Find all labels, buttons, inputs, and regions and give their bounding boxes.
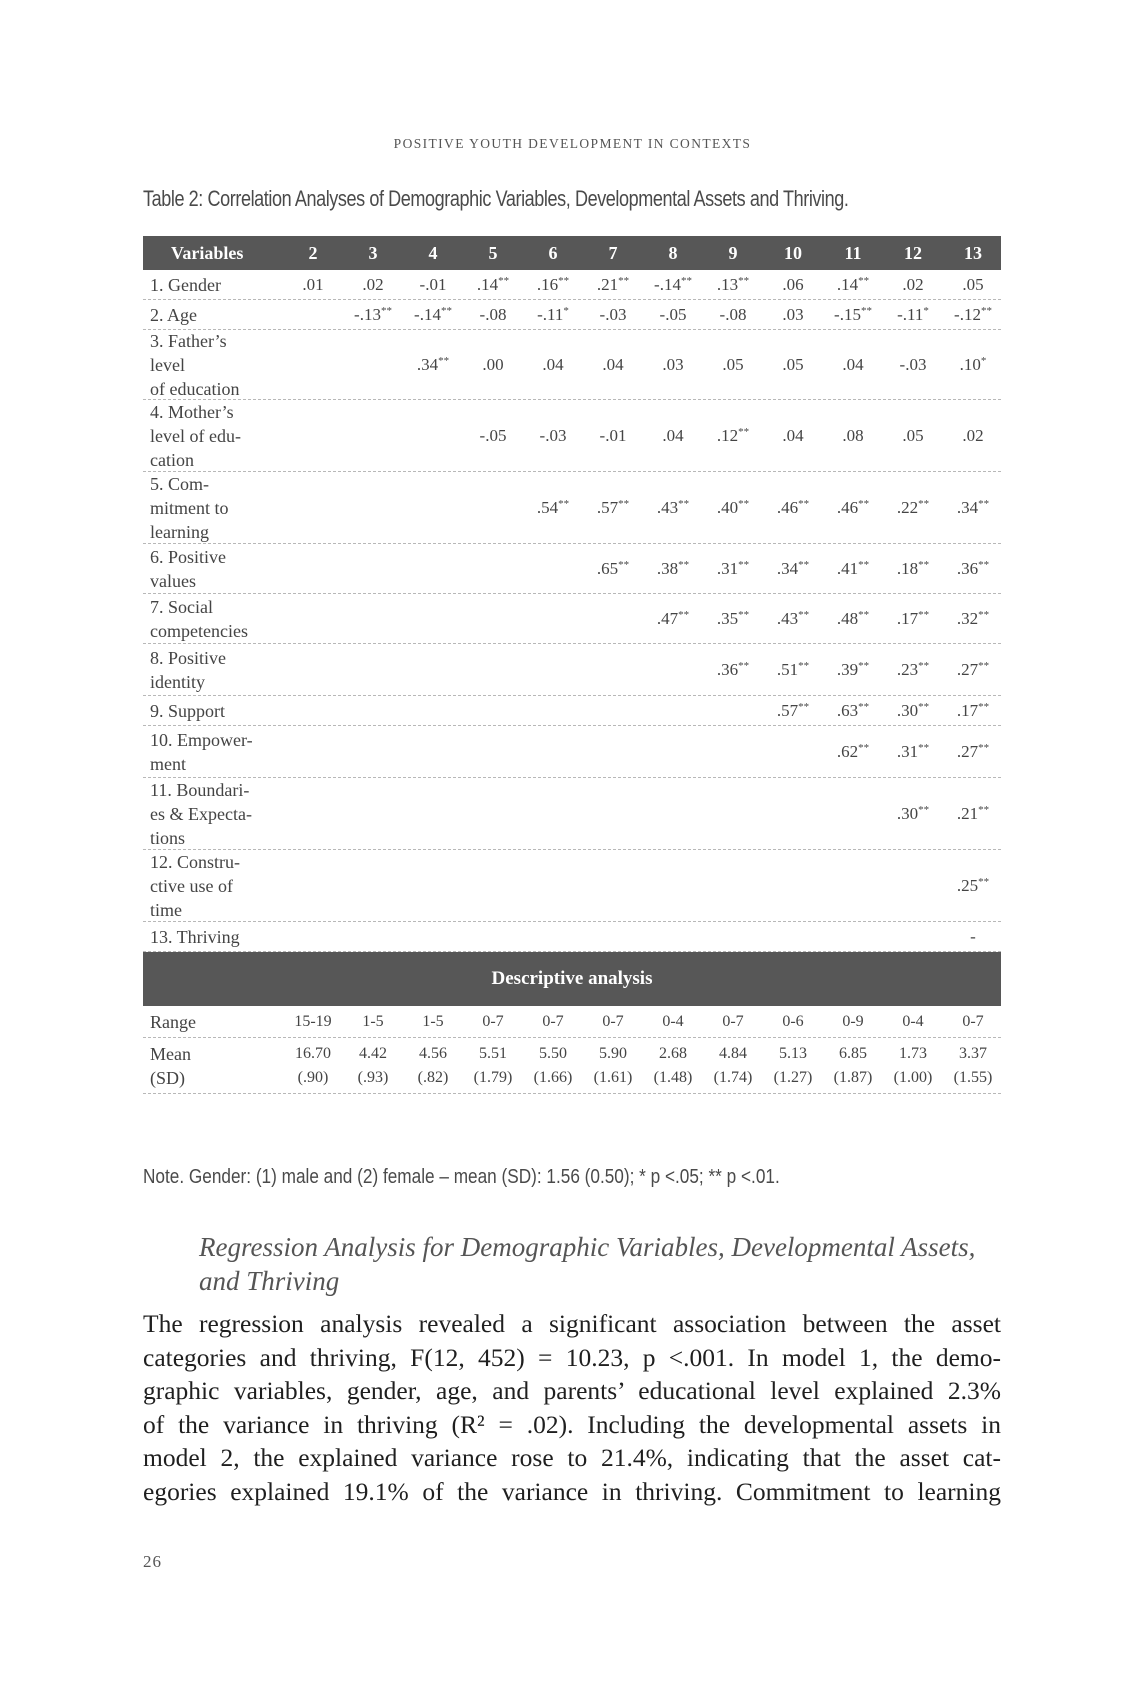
table-cell: -.05 [659,304,687,324]
table-cell: .62** [836,741,870,761]
table-cell: .34** [416,354,450,374]
table-cell: .27** [956,659,990,679]
body-line: The regression analysis revealed a significant association between the asset [143,1309,1001,1338]
table-cell: .31** [716,558,750,578]
body-line: categories and thriving, F(12, 452) = 10.23, p <.001. In model 1, the demo- [143,1342,1001,1372]
table-cell: .36** [716,659,750,679]
row-label: 10. Empower- ment [150,729,253,774]
table-cell: .39** [836,659,870,679]
table-row [143,726,1001,778]
header-col-4: 4 [428,242,438,263]
table-cell: .00 [482,354,504,374]
mean-sd-cell: 5.90 (1.61) [593,1044,633,1086]
table-cell: -.03 [599,304,627,324]
row-label: Range [150,1011,196,1032]
table-cell: -.15** [834,304,872,324]
table-cell: .06 [782,274,804,294]
table-cell: -.08 [479,304,507,324]
table-cell: .21** [596,274,630,294]
mean-sd-cell: 4.56 (.82) [417,1044,449,1086]
table-cell: .22** [896,497,930,517]
header-col-8: 8 [668,242,678,263]
table-cell: .51** [776,659,810,679]
table-cell: .25** [956,875,990,895]
table-cell: - [970,926,976,946]
mean-sd-cell: 2.68 (1.48) [653,1044,693,1086]
row-label: 11. Boundari- es & Expecta- tions [150,779,252,848]
table-cell: .14** [476,274,510,294]
section-heading: Regression Analysis for Demographic Variables, Developmental Assets, and Thriving [199,1232,976,1296]
table-cell: .04 [782,425,804,445]
mean-sd-cell: 4.42 (.93) [357,1044,389,1086]
table-cell: -.03 [899,354,927,374]
table-cell: .40** [716,497,750,517]
range-cell: 0-6 [782,1012,804,1030]
table-cell: .04 [842,354,864,374]
table-cell: .04 [662,425,684,445]
table-cell: -.01 [419,274,447,294]
row-label: 6. Positive values [150,546,227,591]
table-cell: .46** [776,497,810,517]
table-row [143,696,1001,726]
mean-sd-cell: 6.85 (1.87) [833,1044,873,1086]
table-cell: .34** [956,497,990,517]
row-label: 7. Social competencies [150,596,248,641]
table-cell: .04 [602,354,624,374]
correlation-table [143,236,1001,1094]
descriptive-body [143,1006,1001,1094]
range-row [143,1006,1001,1038]
descriptive-analysis-banner: Descriptive analysis [143,952,1001,1006]
table-note: Note. Gender: (1) male and (2) female – mean (SD): 1.56 (0.50); * p <.05; ** p <.01. [143,1166,780,1188]
table-cell: -.01 [599,425,627,445]
body-line: of the variance in thriving (R² = .02). Including the developmental assets in [143,1409,1001,1439]
mean-sd-cell: 5.50 (1.66) [533,1044,573,1086]
row-label: 1. Gender [150,274,221,295]
range-cell: 0-7 [722,1012,744,1030]
table-row [143,544,1001,594]
row-label: 2. Age [150,304,197,325]
body-paragraph [143,1307,1001,1509]
table-cell: .63** [836,700,870,720]
table-cell: .57** [596,497,630,517]
table-row [143,330,1001,400]
table-cell: -.11* [537,304,569,324]
header-col-6: 6 [548,242,558,263]
header-col-7: 7 [608,242,618,263]
body-line: model 2, the explained variance rose to 21.4%, indicating that the asset cat- [143,1443,1001,1473]
row-label: 4. Mother’s level of edu- cation [150,401,241,470]
table-cell: .05 [722,354,744,374]
table-cell: .36** [956,558,990,578]
range-cell: 0-4 [662,1012,684,1030]
table-cell: .08 [842,425,864,445]
table-cell: .12** [716,425,750,445]
table-cell: .14** [836,274,870,294]
range-cell: 0-9 [842,1012,864,1030]
table-cell: .43** [776,608,810,628]
table-cell: .17** [956,700,990,720]
range-cell: 0-7 [482,1012,504,1030]
table-cell: .43** [656,497,690,517]
row-label: 12. Constru- ctive use of time [150,851,240,920]
table-row [143,300,1001,330]
table-cell: .46** [836,497,870,517]
table-cell: .17** [896,608,930,628]
table-cell: .04 [542,354,564,374]
table-cell: -.03 [539,425,567,445]
header-col-5: 5 [488,242,498,263]
table-cell: .30** [896,803,930,823]
table-cell: .05 [902,425,924,445]
mean-sd-cell: 5.13 (1.27) [773,1044,813,1086]
range-cell: 0-7 [542,1012,564,1030]
mean-sd-row [143,1038,1001,1094]
row-label: 3. Father’s level of education [150,330,240,399]
table-cell: -.11* [897,304,929,324]
table-row [143,400,1001,472]
table-caption: Table 2: Correlation Analyses of Demographic Variables, Developmental Assets and Thriving. [143,186,849,211]
range-cell: 0-7 [962,1012,984,1030]
header-col-13: 13 [964,242,982,263]
mean-sd-cell: 16.70 (.90) [295,1044,331,1086]
table-row [143,472,1001,544]
range-cell: 0-4 [902,1012,924,1030]
table-cell: .23** [896,659,930,679]
header-col-9: 9 [728,242,738,263]
range-cell: 0-7 [602,1012,624,1030]
table-cell: .21** [956,803,990,823]
row-label: 13. Thriving [150,926,240,947]
table-cell: .10* [959,354,987,374]
table-cell: .65** [596,558,630,578]
table-cell: .30** [896,700,930,720]
header-col-10: 10 [784,242,802,263]
table-row [143,644,1001,696]
table-cell: .13** [716,274,750,294]
table-cell: .32** [956,608,990,628]
table-cell: .02 [362,274,384,294]
range-cell: 15-19 [294,1012,332,1030]
table-cell: -.12** [954,304,992,324]
table-cell: .01 [302,274,324,294]
table-cell: .35** [716,608,750,628]
table-cell: -.08 [719,304,747,324]
table-cell: -.14** [414,304,452,324]
table-cell: .18** [896,558,930,578]
table-cell: .31** [896,741,930,761]
table-cell: .03 [782,304,804,324]
table-cell: .34** [776,558,810,578]
table-cell: .03 [662,354,684,374]
table-row [143,594,1001,644]
table-cell: .57** [776,700,810,720]
mean-sd-cell: 3.37 (1.55) [953,1044,993,1086]
mean-sd-cell: 1.73 (1.00) [893,1044,933,1086]
table-cell: .38** [656,558,690,578]
header-col-12: 12 [904,242,922,263]
page-number: 26 [143,1552,162,1571]
table-cell: .27** [956,741,990,761]
table-row [143,850,1001,922]
header-col-2: 2 [308,242,318,263]
mean-sd-cell: 4.84 (1.74) [713,1044,753,1086]
range-cell: 1-5 [362,1012,384,1030]
header-col-3: 3 [368,242,378,263]
table-cell: .48** [836,608,870,628]
table-cell: -.13** [354,304,392,324]
table-header-row [143,236,1001,270]
table-cell: .05 [782,354,804,374]
table-cell: .05 [962,274,984,294]
body-line: egories explained 19.1% of the variance in thriving. Commitment to learning [143,1476,1001,1506]
mean-sd-cell: 5.51 (1.79) [473,1044,513,1086]
table-cell: -.05 [479,425,507,445]
table-cell: .54** [536,497,570,517]
table-cell: -.14** [654,274,692,294]
table-row [143,922,1001,952]
table-body [143,270,1001,952]
table-row [143,270,1001,300]
table-cell: .47** [656,608,690,628]
body-line: graphic variables, gender, age, and parents’ educational level explained 2.3% [143,1376,1001,1406]
row-label: 5. Com- mitment to learning [150,473,229,542]
running-head: POSITIVE YOUTH DEVELOPMENT IN CONTEXTS [393,136,752,151]
table-cell: .02 [962,425,984,445]
table-cell: .41** [836,558,870,578]
table-cell: .02 [902,274,924,294]
header-col-11: 11 [844,242,862,263]
row-label: 8. Positive identity [150,647,227,692]
row-label: 9. Support [150,700,226,721]
row-label: Mean (SD) [150,1043,191,1088]
range-cell: 1-5 [422,1012,444,1030]
table-row [143,778,1001,850]
table-cell: .16** [536,274,570,294]
header-variables: Variables [171,243,244,263]
